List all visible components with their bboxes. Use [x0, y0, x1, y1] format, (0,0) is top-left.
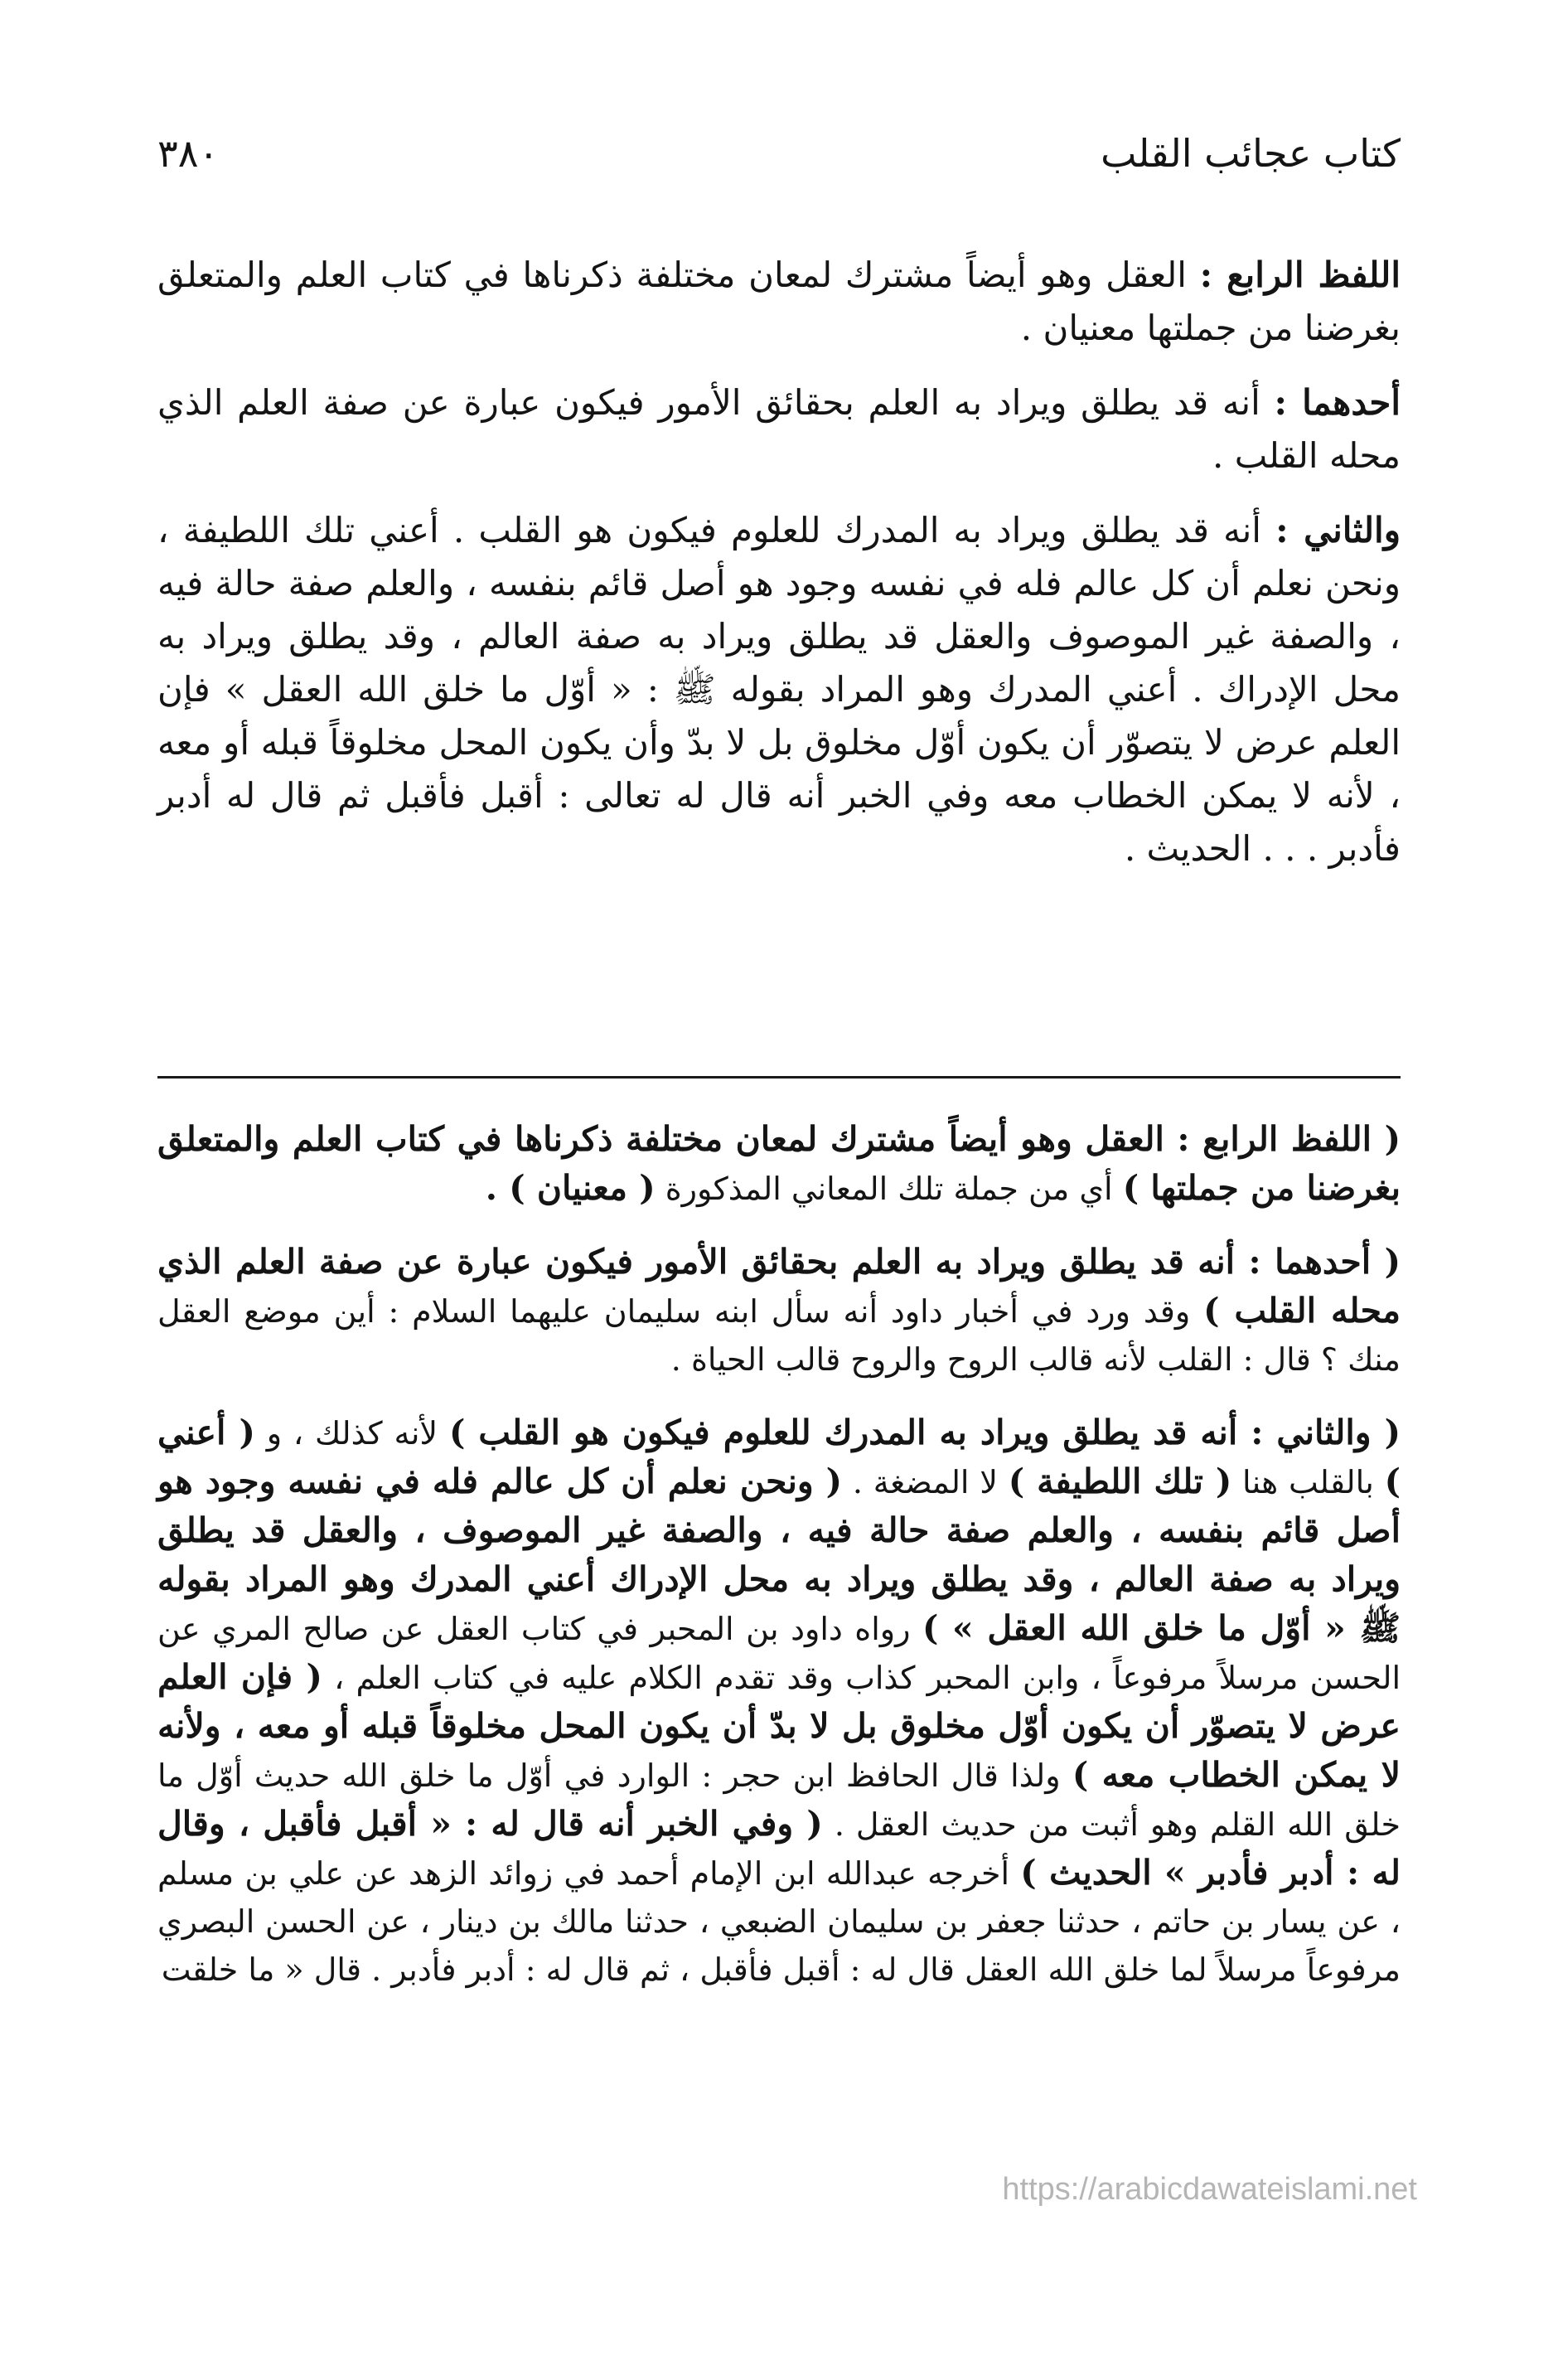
quoted-text: ( تلك اللطيفة ): [1008, 1461, 1232, 1501]
commentary-paragraph-3: [157, 1408, 1401, 1994]
explanation-text: أخرجه عبدالله ابن الإمام أحمد في زوائد الزهد عن علي بن مسلم ، عن يسار بن حاتم ، حدثنا جعفر بن سليمان الضبعي ، حدثنا مالك بن دينار ، عن الحسن البصري مرفوعاً مرسلاً لما خلق الله العقل قال له : أقبل فأقبل ، ثم قال له : أدبر فأدبر . قال « ما خلقت: [157, 1855, 1401, 1988]
quoted-text: ( فإن العلم عرض لا يتصوّر أن يكون أوّل مخلوق بل لا بدّ أن يكون المحل مخلوقاً قبله أو معه ، ولأنه لا يمكن الخطاب معه ): [157, 1657, 1401, 1795]
section-divider: [157, 1076, 1401, 1079]
book-title: كتاب عجائب القلب: [1101, 131, 1401, 176]
term-heading: والثاني :: [1275, 510, 1401, 550]
explanation-text: ولذا قال الحافظ ابن حجر : الوارد في أوّل ما خلق الله حديث أوّل ما خلق الله القلم وهو أثبت من حديث العقل .: [157, 1757, 1401, 1843]
watermark-url: https://arabicdawateislami.net: [1002, 2172, 1417, 2207]
explanation-text: أي من جملة تلك المعاني المذكورة: [655, 1171, 1113, 1207]
explanation-text: وقد ورد في أخبار داود أنه سأل ابنه سليمان عليهما السلام : أين موضع العقل منك ؟ قال : القلب لأنه قالب الروح والروح قالب الحياة .: [157, 1293, 1401, 1378]
term-heading: أحدهما :: [1274, 382, 1401, 423]
page-number: ٣٨٠: [157, 131, 220, 176]
main-paragraph-2: [157, 376, 1401, 482]
commentary-paragraph-2: [157, 1238, 1401, 1384]
main-text: [157, 249, 1401, 897]
paragraph-text: أنه قد يطلق ويراد به المدرك للعلوم فيكون هو القلب . أعني تلك اللطيفة ، ونحن نعلم أن كل عالم فله في نفسه وجود هو أصل قائم بنفسه ، والعلم صفة حالة فيه ، والصفة غير الموصوف والعقل قد يطلق ويراد به صفة العالم ، وقد يطلق ويراد به محل الإدراك . أعني المدرك وهو المراد بقوله ﷺ : « أوّل ما خلق الله العقل » فإن العلم عرض لا يتصوّر أن يكون أوّل مخلوق بل لا بدّ وأن يكون المحل مخلوقاً قبله أو معه ، لأنه لا يمكن الخطاب معه وفي الخبر أنه قال له تعالى : أقبل فأقبل ثم قال له أدبر فأدبر . . . الحديث .: [157, 510, 1401, 869]
quoted-text: ( معنيان ) .: [485, 1168, 656, 1208]
commentary-paragraph-1: [157, 1115, 1401, 1213]
quoted-text: ( وفي الخبر أنه قال له : « أقبل فأقبل ، وقال له : أدبر فأدبر » الحديث ): [157, 1804, 1401, 1893]
term-heading: اللفظ الرابع :: [1199, 254, 1401, 295]
commentary-section: [157, 1115, 1401, 2019]
quoted-text: ( اللفظ الرابع : العقل وهو أيضاً مشترك لمعان مختلفة ذكرناها في كتاب العلم والمتعلق بغرضنا من جملتها ): [157, 1119, 1401, 1208]
paragraph-text: العقل وهو أيضاً مشترك لمعان مختلفة ذكرناها في كتاب العلم والمتعلق بغرضنا من جملتها معنيان .: [157, 254, 1401, 348]
main-paragraph-3: [157, 504, 1401, 875]
explanation-text: لأنه كذلك ، و: [254, 1415, 438, 1452]
quoted-text: ( ونحن نعلم أن كل عالم فله في نفسه وجود هو أصل قائم بنفسه ، والعلم صفة حالة فيه ، والصفة غير الموصوف ، والعقل قد يطلق ويراد به صفة العالم ، وقد يطلق ويراد به محل الإدراك أعني المدرك وهو المراد بقوله ﷺ « أوّل ما خلق الله العقل » ): [157, 1461, 1401, 1648]
page-header: [157, 124, 1401, 182]
quoted-text: ( والثاني : أنه قد يطلق ويراد به المدرك للعلوم فيكون هو القلب ): [448, 1413, 1401, 1452]
explanation-text: بالقلب هنا: [1231, 1464, 1374, 1500]
explanation-text: رواه داود بن المحبر في كتاب العقل عن صالح المري عن الحسن مرسلاً مرفوعاً ، وابن المحبر كذاب وقد تقدم الكلام عليه في كتاب العلم ،: [157, 1611, 1401, 1696]
main-paragraph-1: [157, 249, 1401, 355]
explanation-text: لا المضغة .: [842, 1464, 998, 1500]
quoted-text: ( أعني ): [157, 1413, 1401, 1501]
paragraph-text: أنه قد يطلق ويراد به العلم بحقائق الأمور فيكون عبارة عن صفة العلم الذي محله القلب .: [157, 382, 1401, 476]
quoted-text: ( أحدهما : أنه قد يطلق ويراد به العلم بحقائق الأمور فيكون عبارة عن صفة العلم الذي محله القلب ): [157, 1242, 1401, 1331]
